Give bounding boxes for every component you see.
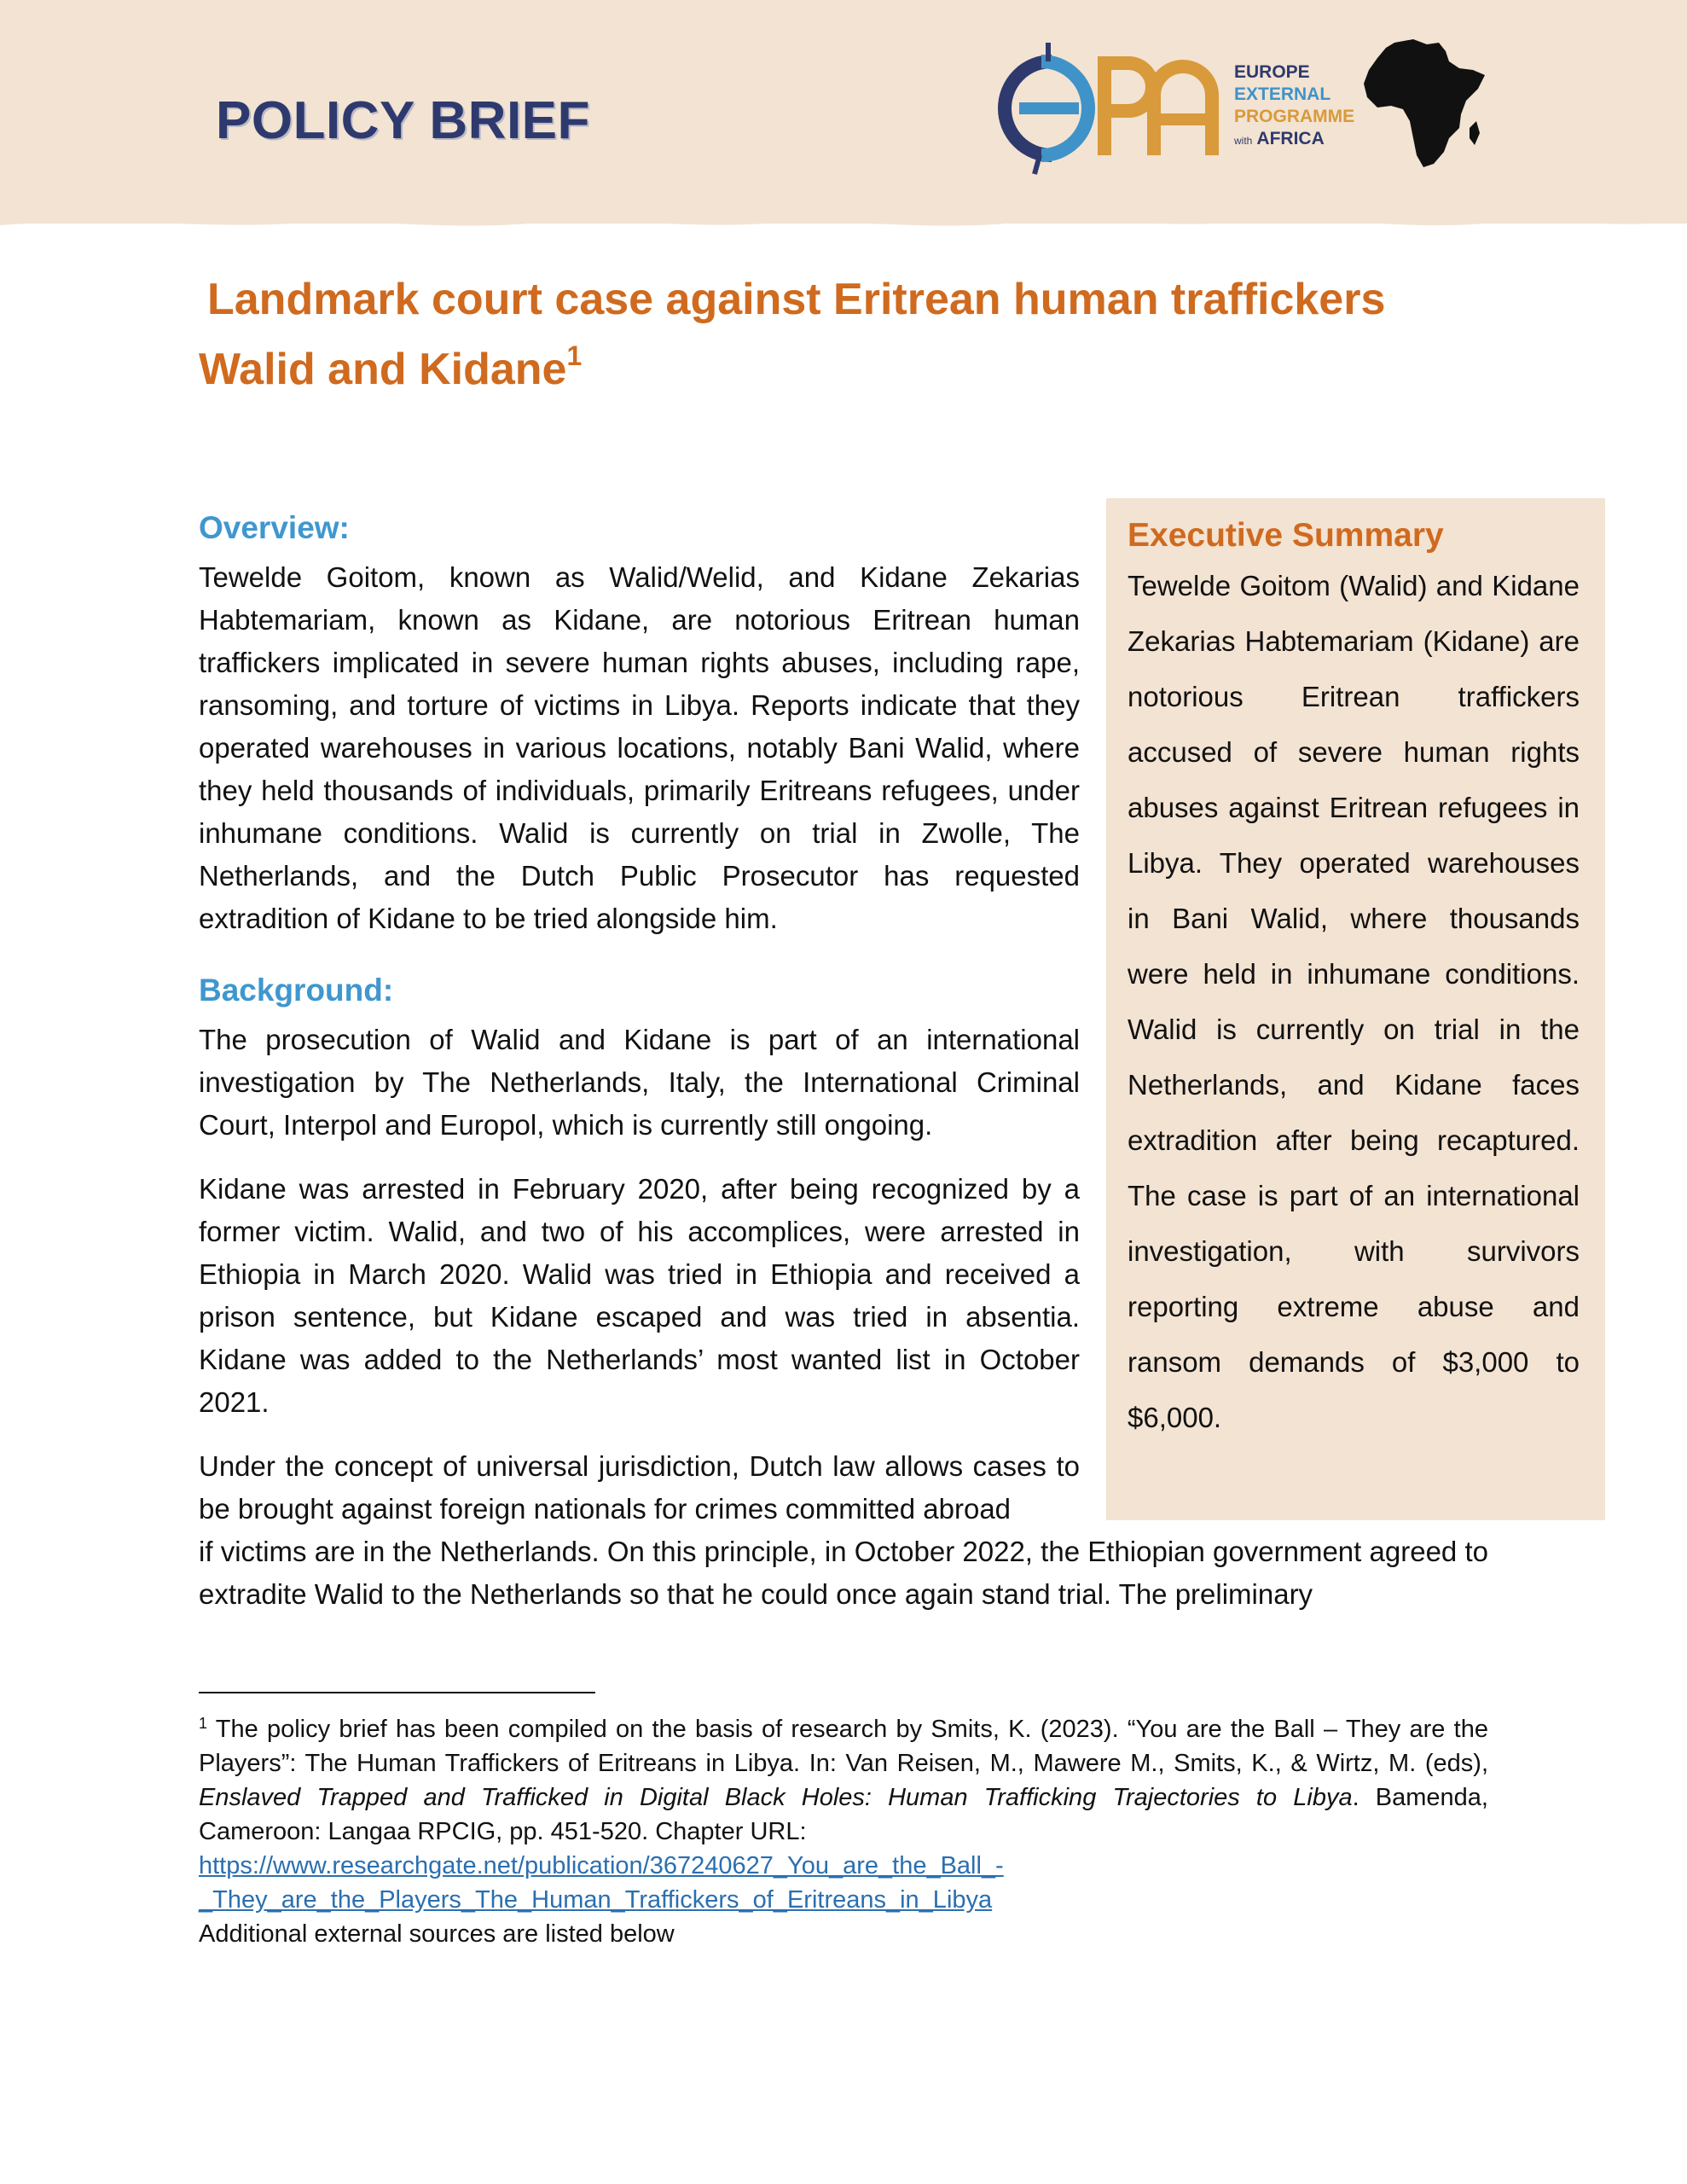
background-heading: Background: — [199, 973, 394, 1008]
background-paragraph-3-narrow: Under the concept of universal jurisdiction, Dutch law allows cases to be brought against foreign nationals for crimes committed abroad — [199, 1450, 1080, 1525]
background-paragraph-2: Kidane was arrested in February 2020, after being recognized by a former victim. Walid, and two of his accomplices, were arrested in Ethiopia in March 2020. Walid was tried in Ethiopia and received a prison sentence, but Kidane escaped and was tried in absentia. Kidane was added to the Netherlands’ most wanted list in October 2021. — [199, 1173, 1080, 1418]
background-paragraph-1: The prosecution of Walid and Kidane is part of an international investigation by The Netherlands, Italy, the International Criminal Court, Interpol and Europol, which is currently still ongoing. — [199, 1024, 1080, 1141]
overview-heading: Overview: — [199, 510, 350, 545]
title-line-2 — [199, 340, 583, 394]
footnote-text: The policy brief has been compiled on the basis of research by Smits, K. (2023). “You are the Ball – They are the Players”: The Human Traffickers of Eritreans in Libya. In: Van Reisen, M., Mawere M., Smits, K., & Wirtz, M. (eds), — [199, 1716, 1488, 1777]
executive-summary-text: Tewelde Goitom (Walid) and Kidane Zekarias Habtemariam (Kidane) are notorious Eritrean traffickers accused of severe human rights abuses against Eritrean refugees in Libya. They operated warehouses in Bani Walid, where thousands were held in inhumane conditions. Walid is currently on trial in the Netherlands, and Kidane faces extradition after being recaptured. The case is part of an international investigation, with survivors reporting extreme abuse and ransom demands of $3,000 to $6,000. — [1128, 570, 1580, 1433]
title-footnote-ref[interactable]: 1 — [566, 340, 583, 371]
footnote-publisher-text: . Bamenda, Cameroon: Langaa RPCIG, pp. 451-520. Chapter URL: — [199, 1784, 1488, 1845]
eepa-wordmark-logo — [985, 36, 1224, 181]
footnote-chapter-link[interactable]: https://www.researchgate.net/publication/367240627_You_are_the_Ball_-_They_are_the_Players_The_Human_Traffickers_of_Eritreans_in_Libya — [199, 1852, 1004, 1914]
logo-line-external: EXTERNAL — [1234, 84, 1331, 104]
title-line-2-text: Walid and Kidane — [199, 345, 567, 394]
logo-line-with-africa — [1234, 128, 1354, 152]
footnote-book-title: Enslaved Trapped and Trafficked in Digital Black Holes: Human Trafficking Trajectories to Libya — [199, 1784, 1353, 1811]
logo-line-with: with — [1234, 135, 1253, 147]
africa-map-icon — [1360, 36, 1488, 172]
footnote-marker: 1 — [199, 1715, 208, 1732]
policy-brief-label: POLICY BRIEF — [216, 91, 590, 150]
eepa-logo-text — [1234, 61, 1354, 152]
footnote-divider — [199, 1692, 595, 1693]
executive-summary-heading: Executive Summary — [1128, 517, 1444, 554]
logo-line-programme: PROGRAMME — [1234, 107, 1355, 126]
title-line-1: Landmark court case against Eritrean human traffickers — [207, 275, 1386, 324]
logo-line-africa: AFRICA — [1256, 129, 1325, 148]
document-title — [199, 264, 1478, 404]
executive-summary-box — [1106, 498, 1605, 1520]
header-wavy-edge — [0, 205, 1687, 239]
footnote-additional-sources: Additional external sources are listed below — [199, 1920, 675, 1948]
background-paragraph-3-wide: if victims are in the Netherlands. On this principle, in October 2022, the Ethiopian government agreed to extradite Walid to the Netherlands so that he could once again stand trial. The preliminary — [199, 1536, 1488, 1610]
logo-line-europe: EUROPE — [1234, 62, 1310, 82]
overview-paragraph: Tewelde Goitom, known as Walid/Welid, and Kidane Zekarias Habtemariam, known as Kidane, are notorious Eritrean human traffickers implicated in severe human rights abuses, including rape, ransoming, and torture of victims in Libya. Reports indicate that they operated warehouses in various locations, notably Bani Walid, where they held thousands of individuals, primarily Eritreans refugees, under inhumane conditions. Walid is currently on trial in Zwolle, The Netherlands, and the Dutch Public Prosecutor has requested extradition of Kidane to be tried alongside him. — [199, 561, 1080, 934]
eepa-logo — [985, 36, 1497, 181]
page-header — [0, 0, 1687, 224]
footnote — [199, 1712, 1488, 1951]
